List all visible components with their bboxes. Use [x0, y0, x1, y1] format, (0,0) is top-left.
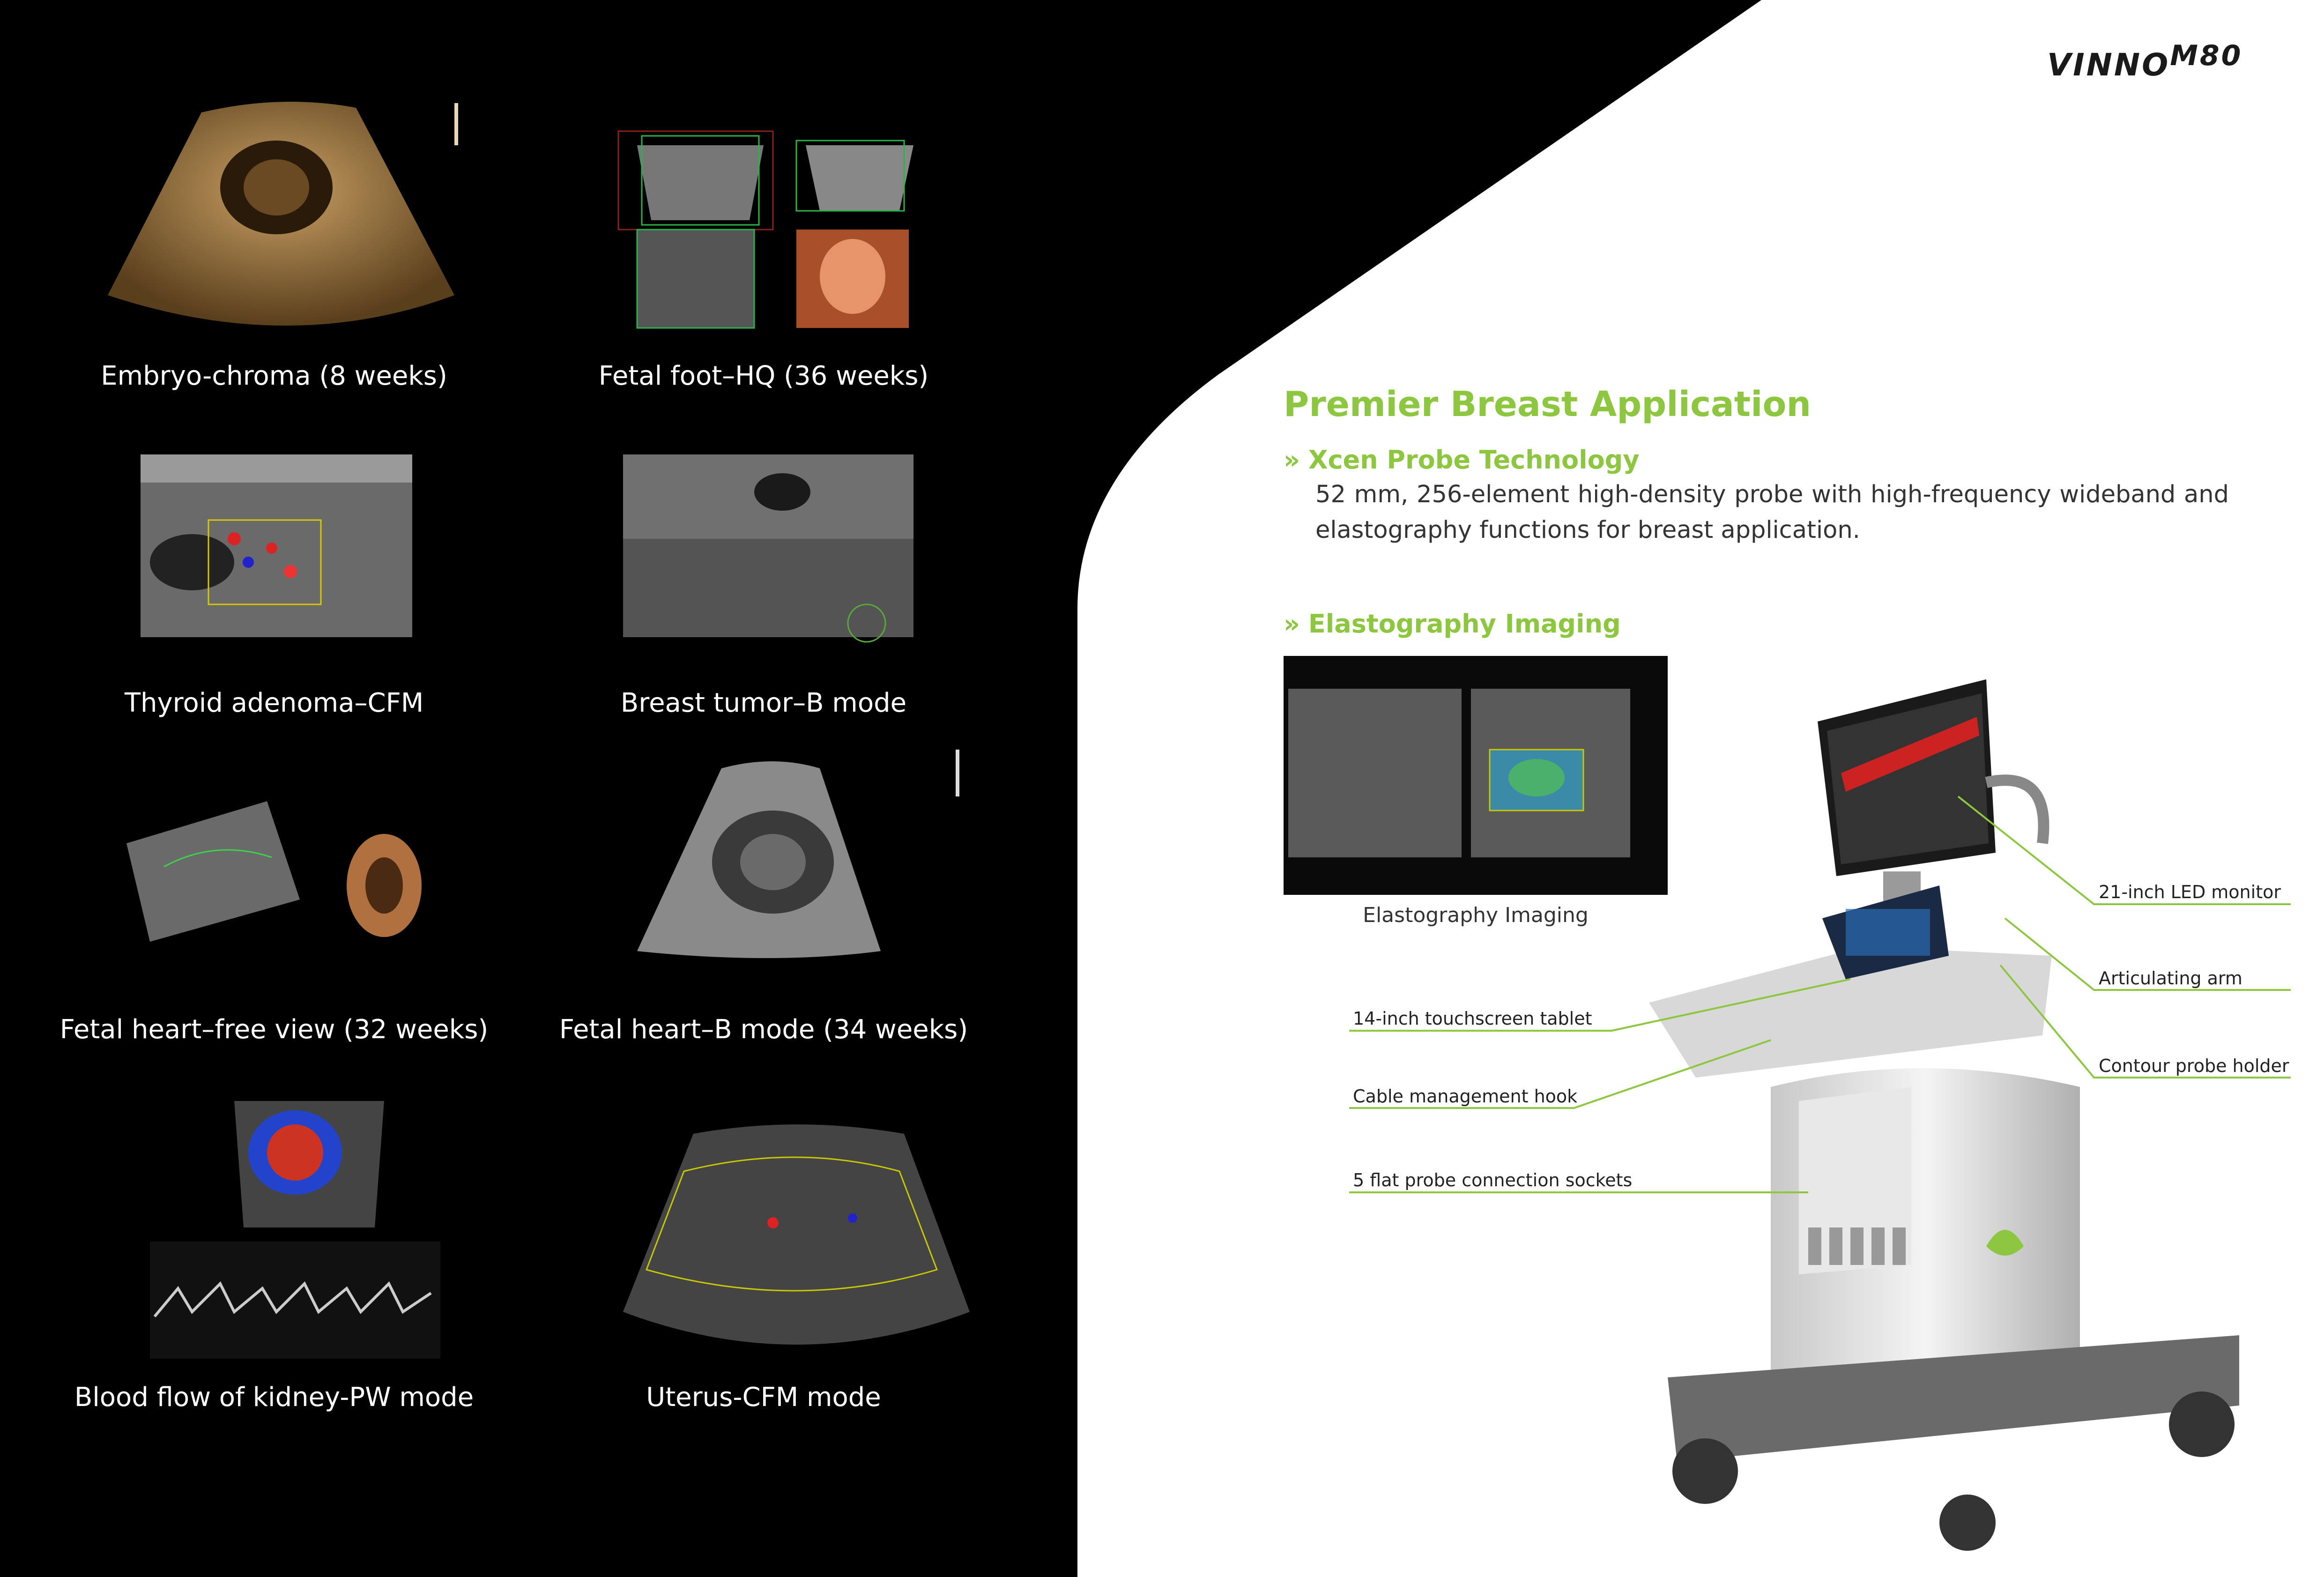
chevron-icon: »	[1284, 445, 1300, 475]
elastography-image	[1284, 656, 1668, 895]
caption-fetal-heart-free: Fetal heart–free view (32 weeks)	[59, 1014, 489, 1045]
callout-touchscreen: 14-inch touchscreen tablet	[1353, 1008, 1592, 1029]
vinno-m80-logo: VINNOM80	[2047, 39, 2243, 83]
callout-probe-holder: Contour probe holder	[2099, 1056, 2289, 1076]
ultrasound-machine-image	[1621, 665, 2305, 1555]
embryo-chroma-image	[94, 94, 468, 365]
fetal-foot-image	[609, 98, 984, 333]
elastography-caption: Elastography Imaging	[1363, 903, 1589, 927]
section-title: Premier Breast Application	[1284, 384, 1812, 424]
subheading-xcen: » Xcen Probe Technology	[1284, 445, 1640, 475]
uterus-cfm-image	[609, 1115, 984, 1377]
caption-breast: Breast tumor–B mode	[620, 688, 907, 718]
caption-uterus: Uterus-CFM mode	[646, 1382, 881, 1413]
xcen-description: 52 mm, 256-element high-density probe with high-frequency wideband and elastography functions for breast application.	[1315, 481, 2229, 544]
callout-arm: Articulating arm	[2099, 968, 2242, 989]
subheading-elastography: » Elastography Imaging	[1284, 609, 1621, 639]
caption-embryo: Embryo-chroma (8 weeks)	[101, 361, 447, 391]
kidney-pw-mode-image	[141, 1092, 450, 1363]
caption-thyroid: Thyroid adenoma–CFM	[124, 688, 424, 718]
callout-monitor: 21-inch LED monitor	[2099, 882, 2281, 902]
callout-probe-sockets: 5 flat probe connection sockets	[1353, 1170, 1633, 1190]
thyroid-cfm-image	[94, 436, 506, 675]
fetal-heart-b-mode-image	[586, 745, 984, 998]
caption-kidney: Blood flow of kidney-PW mode	[74, 1382, 474, 1413]
breast-b-mode-image	[586, 436, 984, 675]
caption-fetal-foot: Fetal foot–HQ (36 weeks)	[598, 361, 929, 391]
fetal-heart-free-view-image	[94, 745, 478, 998]
caption-fetal-heart-b: Fetal heart–B mode (34 weeks)	[559, 1014, 968, 1045]
callout-cable-hook: Cable management hook	[1353, 1086, 1578, 1107]
chevron-icon: »	[1284, 609, 1300, 639]
